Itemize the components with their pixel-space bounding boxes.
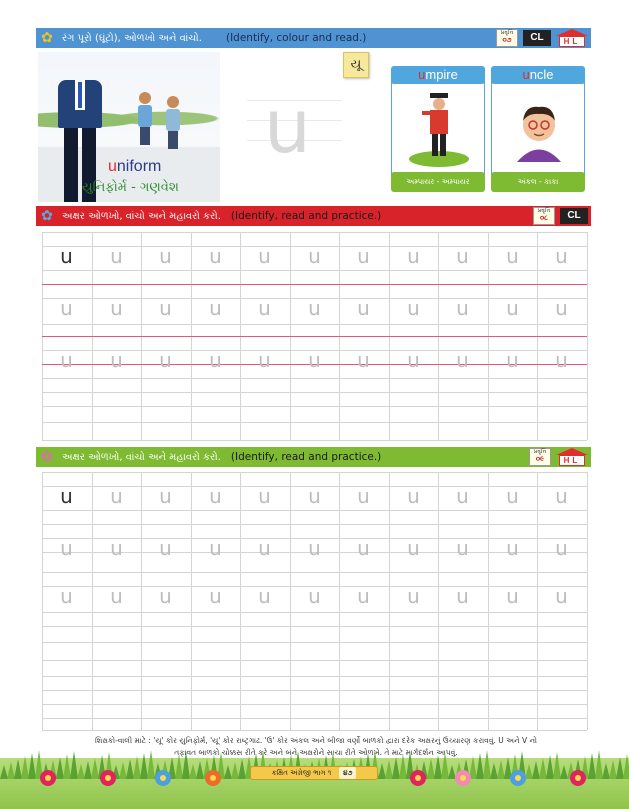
trace-letter: u [159,348,172,372]
trace-letter: u [159,584,172,608]
section1-tags [496,29,591,47]
flower-icon [155,770,171,786]
flower-icon [410,770,426,786]
uncle-icon [492,87,586,173]
trace-letter: u [209,296,222,320]
activity-number-tag: પ્રવૃત્તિ ૦૯ [529,448,551,466]
trace-letter: u [555,348,568,372]
flower-icon [40,770,56,786]
trace-letter: u [357,244,370,268]
hl-house-icon: HL [556,448,588,466]
trace-letter: u [555,296,568,320]
cl-tag: CL [523,30,551,46]
trace-letter: u [357,296,370,320]
trace-letter: u [456,244,469,268]
trace-letter: u [258,348,271,372]
trace-letter: u [456,484,469,508]
flower-icon [205,770,221,786]
section2-title-gujarati: અક્ષર ઓળખો, વાંચો અને મહાવરો કરો. [62,210,221,222]
butterfly-icon: ✿ [41,30,53,46]
main-word: uniform [108,158,162,175]
section3-title-gujarati: અક્ષર ઓળખો, વાંચો અને મહાવરો કરો. [62,451,221,463]
section3-banner [36,447,591,467]
section1-title-gujarati: રંગ પૂરો (ઘૂંટો), ઓળખો અને વાંચો. [62,32,202,44]
page-number-badge: કક્ષિત અંગ્રેજી ભાગ ૧ ૪૭ [250,766,378,780]
word-card-title: umpire [391,66,485,84]
word-card-umpire [391,66,485,192]
trace-letter: u [506,296,519,320]
section3-tags [529,448,591,466]
teacher-note: શિક્ષકો-વાલી માટે : 'યૂ' કોર યુનિફોર્મ, 'યૂ' કોર રાષ્ટ્રગાઢ. 'ઉ' કોર અંકલ અને બીજા વર્ણો બાળકો દ્વારા દરેક અક્ષરનું ઉચ્ચારણ કરાવવું. U અને V નો તફાવત બાળકો ચોક્કસ રીતે કરે અને બંને અક્ષરોને સાચા રીતે ઓળખે. તે માટે માર્ગદર્શન આપવું. [94,736,538,757]
flower-icon [510,770,526,786]
trace-letter: u [456,536,469,560]
trace-letter: u [159,484,172,508]
trace-letter: u [308,584,321,608]
trace-letter: u [555,536,568,560]
trace-letter: u [506,484,519,508]
flower-icon [570,770,586,786]
activity-number-tag: પ્રવૃત્તિ ૦૮ [533,207,555,225]
trace-letter: u [209,244,222,268]
trace-letter: u [258,484,271,508]
trace-letter: u [308,536,321,560]
trace-letter: u [258,296,271,320]
section2-tags [533,207,591,225]
cl-tag: CL [560,208,588,224]
flower-icon [455,770,471,786]
trace-letter: u [110,348,123,372]
trace-letter: u [555,584,568,608]
child-icon [166,96,180,150]
trace-letter: u [110,296,123,320]
trace-letter: u [357,484,370,508]
trace-letter: u [258,244,271,268]
section1-title-english: (Identify, colour and read.) [225,32,367,44]
trace-letter: u [209,484,222,508]
word-card-caption: અમ્પાયર - અમ્પાયર [391,172,485,192]
trace-letter: u [308,484,321,508]
trace-letter: u [308,244,321,268]
butterfly-icon: ✿ [41,449,53,465]
trace-letter: u [159,296,172,320]
trace-letter: u [407,536,420,560]
sticky-note: યૂ [343,52,369,78]
trace-letter: u [407,348,420,372]
trace-letter: u [506,244,519,268]
trace-letter: u [506,348,519,372]
section2-title-english: (Identify, read and practice.) [230,210,382,222]
trace-letter: u [209,536,222,560]
model-letter: u [60,244,73,268]
trace-letter: u [506,536,519,560]
page-number: ૪૭ [339,767,356,779]
main-word-gujarati: યુનિફોર્મ - ગણવેશ [82,180,179,195]
trace-letter: u [159,536,172,560]
trace-letter: u [159,244,172,268]
trace-letter: u [506,584,519,608]
trace-letter: u [357,584,370,608]
trace-letter: u [407,584,420,608]
trace-letter: u [60,536,73,560]
trace-letter: u [357,348,370,372]
trace-letter: u [407,244,420,268]
trace-letter: u [308,348,321,372]
model-letter: u [60,484,73,508]
trace-letter: u [60,584,73,608]
trace-letter: u [456,584,469,608]
trace-letter: u [110,484,123,508]
section1-banner [36,28,591,48]
trace-letter: u [456,296,469,320]
trace-letter: u [110,584,123,608]
trace-letter: u [209,584,222,608]
word-card-caption: અંકલ - કાકા [491,172,585,192]
trace-letter: u [264,84,311,170]
trace-letter: u [110,244,123,268]
activity-number-tag: પ્રવૃત્તિ ૦૭ [496,29,518,47]
trace-letter: u [110,536,123,560]
word-card-uncle [491,66,585,192]
trace-letter: u [60,348,73,372]
flower-icon [100,770,116,786]
trace-letter: u [555,484,568,508]
trace-letter: u [258,536,271,560]
trace-letter: u [407,484,420,508]
letter-trace-card [247,62,342,180]
hl-house-icon: HL [556,29,588,47]
section3-title-english: (Identify, read and practice.) [230,451,382,463]
child-icon [138,92,152,146]
practice-grid-1 [42,232,587,440]
butterfly-icon: ✿ [41,208,53,224]
trace-letter: u [456,348,469,372]
trace-letter: u [209,348,222,372]
trace-letter: u [555,244,568,268]
trace-letter: u [258,584,271,608]
word-card-title: uncle [491,66,585,84]
trace-letter: u [308,296,321,320]
trace-letter: u [60,296,73,320]
section2-banner [36,206,591,226]
trace-letter: u [357,536,370,560]
practice-grid-2 [42,472,587,730]
umpire-icon [392,87,486,173]
trace-letter: u [407,296,420,320]
